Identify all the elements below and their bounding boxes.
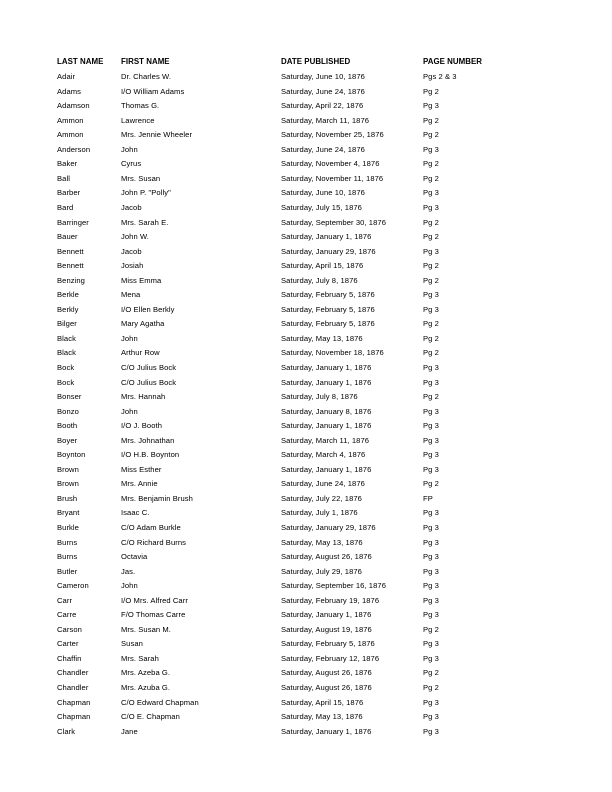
cell-date-published: Saturday, June 24, 1876 (281, 86, 365, 96)
table-row (57, 652, 557, 667)
table-row (57, 70, 557, 85)
table-row (57, 419, 557, 434)
cell-date-published: Saturday, January 1, 1876 (281, 232, 372, 242)
table-row (57, 245, 557, 260)
cell-last-name: Cameron (57, 581, 89, 591)
cell-first-name: F/O Thomas Carre (121, 610, 186, 620)
cell-date-published: Saturday, January 1, 1876 (281, 421, 372, 431)
cell-first-name: Jas. (121, 566, 136, 576)
table-row (57, 317, 557, 332)
cell-page-number: Pg 3 (423, 653, 439, 663)
cell-page-number: Pg 3 (423, 639, 439, 649)
cell-page-number: Pg 3 (423, 566, 439, 576)
table-row (57, 637, 557, 652)
cell-first-name: Mary Agatha (121, 319, 165, 329)
cell-last-name: Berkle (57, 290, 79, 300)
cell-date-published: Saturday, May 13, 1876 (281, 537, 363, 547)
table-row (57, 594, 557, 609)
column-header-page-number: PAGE NUMBER (423, 57, 483, 66)
table-row (57, 448, 557, 463)
table-row (57, 99, 557, 114)
cell-page-number: Pg 3 (423, 246, 439, 256)
cell-last-name: Chapman (57, 697, 91, 707)
cell-date-published: Saturday, September 30, 1876 (281, 217, 386, 227)
table-row (57, 623, 557, 638)
cell-page-number: FP (423, 493, 433, 503)
table-body (57, 70, 557, 739)
cell-last-name: Carter (57, 639, 79, 649)
cell-first-name: Mrs. Azuba G. (121, 683, 171, 693)
cell-last-name: Bennett (57, 246, 84, 256)
cell-page-number: Pg 3 (423, 464, 439, 474)
table-row (57, 114, 557, 129)
cell-date-published: Saturday, August 26, 1876 (281, 668, 372, 678)
cell-page-number: Pg 2 (423, 173, 439, 183)
cell-date-published: Saturday, June 24, 1876 (281, 144, 365, 154)
cell-last-name: Brown (57, 464, 79, 474)
cell-last-name: Ammon (57, 130, 84, 140)
table-row (57, 259, 557, 274)
cell-first-name: Mrs. Susan (121, 173, 161, 183)
cell-date-published: Saturday, February 19, 1876 (281, 595, 380, 605)
cell-page-number: Pg 3 (423, 523, 439, 532)
cell-first-name: Mena (121, 290, 141, 300)
cell-first-name: Jacob (121, 202, 142, 212)
table-row (57, 303, 557, 318)
cell-first-name: Jacob (121, 246, 142, 256)
newspaper-index-table (57, 55, 557, 739)
cell-last-name: Ball (57, 173, 70, 183)
cell-first-name: John P. "Polly" (121, 188, 171, 198)
cell-date-published: Saturday, January 1, 1876 (281, 726, 372, 736)
cell-page-number: Pg 3 (423, 726, 439, 736)
cell-page-number: Pg 2 (423, 348, 439, 358)
table-header-row (57, 55, 557, 70)
cell-page-number: Pg 2 (423, 217, 439, 227)
cell-last-name: Barringer (57, 217, 89, 227)
cell-last-name: Adams (57, 86, 82, 96)
table-row (57, 376, 557, 391)
cell-page-number: Pg 3 (423, 581, 439, 591)
cell-last-name: Bock (57, 377, 75, 387)
cell-page-number: Pg 2 (423, 392, 439, 402)
table-row (57, 85, 557, 100)
cell-date-published: Saturday, January 29, 1876 (281, 246, 376, 256)
cell-last-name: Carre (57, 610, 77, 620)
table-row (57, 725, 557, 740)
cell-date-published: Saturday, July 22, 1876 (281, 493, 362, 503)
cell-first-name: Mrs. Johnathan (121, 435, 175, 445)
table-row (57, 434, 557, 449)
cell-page-number: Pg 2 (423, 130, 439, 140)
cell-date-published: Saturday, January 1, 1876 (281, 362, 372, 372)
cell-last-name: Burns (57, 552, 78, 562)
cell-last-name: Black (57, 348, 76, 358)
cell-first-name: I/O Mrs. Alfred Carr (121, 595, 188, 605)
table-row (57, 521, 557, 536)
table-row (57, 492, 557, 507)
table-row (57, 361, 557, 376)
cell-last-name: Carson (57, 624, 82, 634)
cell-first-name: Lawrence (121, 115, 155, 125)
cell-first-name: Miss Emma (121, 275, 162, 285)
cell-first-name: Octavia (121, 552, 148, 562)
cell-first-name: C/O Julius Bock (121, 377, 177, 387)
table-row (57, 274, 557, 289)
cell-date-published: Saturday, April 15, 1876 (281, 697, 364, 707)
cell-first-name: I/O J. Booth (121, 421, 163, 431)
cell-date-published: Saturday, May 13, 1876 (281, 333, 363, 343)
cell-last-name: Chandler (57, 683, 89, 693)
cell-date-published: Saturday, June 24, 1876 (281, 479, 365, 489)
cell-date-published: Saturday, November 25, 1876 (281, 130, 384, 140)
cell-date-published: Saturday, March 4, 1876 (281, 450, 366, 460)
cell-first-name: John W. (121, 232, 149, 242)
cell-last-name: Benzing (57, 275, 85, 285)
cell-first-name: I/O H.B. Boynton (121, 450, 180, 460)
cell-date-published: Saturday, July 15, 1876 (281, 202, 362, 212)
cell-first-name: Miss Esther (121, 464, 162, 474)
cell-date-published: Saturday, April 15, 1876 (281, 261, 364, 271)
table-row (57, 216, 557, 231)
cell-page-number: Pg 2 (423, 683, 439, 693)
cell-date-published: Saturday, July 1, 1876 (281, 508, 358, 518)
cell-page-number: Pg 2 (423, 668, 439, 678)
cell-page-number: Pg 3 (423, 290, 439, 300)
cell-date-published: Saturday, February 5, 1876 (281, 639, 375, 649)
cell-first-name: Mrs. Azeba G. (121, 668, 171, 678)
cell-date-published: Saturday, July 8, 1876 (281, 392, 358, 402)
cell-page-number: Pg 2 (423, 479, 439, 489)
table-row (57, 288, 557, 303)
cell-first-name: Mrs. Susan M. (121, 624, 171, 634)
table-header (57, 55, 557, 70)
cell-date-published: Saturday, February 12, 1876 (281, 653, 380, 663)
cell-date-published: Saturday, November 11, 1876 (281, 173, 384, 183)
cell-page-number: Pg 3 (423, 595, 439, 605)
table-row (57, 346, 557, 361)
cell-first-name: C/O Julius Bock (121, 362, 177, 372)
cell-last-name: Clark (57, 726, 76, 736)
cell-last-name: Burns (57, 537, 78, 547)
cell-page-number: Pg 3 (423, 697, 439, 707)
cell-last-name: Bennett (57, 261, 84, 271)
cell-last-name: Chapman (57, 712, 91, 722)
table-row (57, 681, 557, 696)
cell-page-number: Pg 2 (423, 333, 439, 343)
table-row (57, 186, 557, 201)
table-row (57, 405, 557, 420)
cell-date-published: Saturday, February 5, 1876 (281, 304, 375, 314)
table-row (57, 696, 557, 711)
table-row (57, 608, 557, 623)
cell-last-name: Bryant (57, 508, 80, 518)
cell-last-name: Ammon (57, 115, 84, 125)
cell-first-name: Isaac C. (121, 508, 150, 518)
table-row (57, 157, 557, 172)
table-row (57, 666, 557, 681)
cell-first-name: Mrs. Sarah E. (121, 217, 169, 227)
table-row (57, 710, 557, 725)
cell-date-published: Saturday, July 29, 1876 (281, 566, 362, 576)
cell-page-number: Pg 3 (423, 435, 439, 445)
cell-page-number: Pg 2 (423, 319, 439, 329)
cell-last-name: Carr (57, 595, 73, 605)
cell-last-name: Bonser (57, 392, 82, 402)
cell-last-name: Bock (57, 362, 75, 372)
cell-last-name: Baker (57, 159, 78, 169)
table-row (57, 172, 557, 187)
cell-page-number: Pg 2 (423, 115, 439, 125)
cell-date-published: Saturday, April 22, 1876 (281, 101, 364, 111)
cell-page-number: Pg 2 (423, 261, 439, 271)
cell-last-name: Berkly (57, 304, 79, 314)
cell-date-published: Saturday, January 8, 1876 (281, 406, 372, 416)
cell-date-published: Saturday, March 11, 1876 (281, 435, 370, 445)
cell-page-number: Pg 3 (423, 537, 439, 547)
cell-last-name: Boyer (57, 435, 78, 445)
cell-page-number: Pg 3 (423, 101, 439, 111)
table-row (57, 332, 557, 347)
column-header-last-name: LAST NAME (57, 57, 104, 66)
cell-first-name: Mrs. Annie (121, 479, 158, 489)
cell-first-name: Dr. Charles W. (121, 72, 172, 82)
cell-page-number: Pg 3 (423, 377, 439, 387)
cell-last-name: Butler (57, 566, 78, 576)
cell-date-published: Saturday, July 8, 1876 (281, 275, 358, 285)
table-row (57, 143, 557, 158)
cell-page-number: Pg 2 (423, 275, 439, 285)
column-header-date-published: DATE PUBLISHED (281, 57, 351, 66)
cell-page-number: Pg 3 (423, 188, 439, 198)
column-header-first-name: FIRST NAME (121, 57, 170, 66)
table-row (57, 536, 557, 551)
cell-first-name: Susan (121, 639, 143, 649)
cell-last-name: Boynton (57, 450, 86, 460)
cell-first-name: Cyrus (121, 159, 142, 169)
cell-first-name: C/O Edward Chapman (121, 697, 199, 707)
cell-first-name: John (121, 581, 138, 591)
cell-date-published: Saturday, November 18, 1876 (281, 348, 384, 358)
cell-first-name: Mrs. Benjamin Brush (121, 493, 193, 503)
cell-page-number: Pg 2 (423, 232, 439, 242)
table-row (57, 390, 557, 405)
cell-page-number: Pg 3 (423, 362, 439, 372)
cell-last-name: Anderson (57, 144, 91, 154)
table-row (57, 128, 557, 143)
cell-first-name: C/O Adam Burkle (121, 523, 181, 532)
cell-first-name: John (121, 144, 138, 154)
cell-page-number: Pg 3 (423, 144, 439, 154)
cell-first-name: I/O William Adams (121, 86, 185, 96)
cell-page-number: Pg 3 (423, 202, 439, 212)
cell-last-name: Adamson (57, 101, 90, 111)
cell-page-number: Pg 3 (423, 712, 439, 722)
cell-last-name: Burkle (57, 523, 79, 532)
cell-page-number: Pg 3 (423, 552, 439, 562)
cell-date-published: Saturday, January 1, 1876 (281, 464, 372, 474)
cell-date-published: Saturday, August 26, 1876 (281, 683, 372, 693)
cell-date-published: Saturday, September 16, 1876 (281, 581, 386, 591)
cell-page-number: Pg 3 (423, 304, 439, 314)
cell-date-published: Saturday, February 5, 1876 (281, 319, 375, 329)
table-row (57, 463, 557, 478)
cell-page-number: Pg 3 (423, 508, 439, 518)
cell-last-name: Chaffin (57, 653, 82, 663)
table-row (57, 579, 557, 594)
cell-last-name: Barber (57, 188, 81, 198)
cell-last-name: Brown (57, 479, 79, 489)
cell-last-name: Black (57, 333, 76, 343)
table-row (57, 230, 557, 245)
cell-first-name: I/O Ellen Berkly (121, 304, 175, 314)
cell-page-number: Pg 3 (423, 406, 439, 416)
table-row (57, 477, 557, 492)
cell-first-name: Mrs. Hannah (121, 392, 166, 402)
cell-date-published: Saturday, February 5, 1876 (281, 290, 375, 300)
cell-date-published: Saturday, November 4, 1876 (281, 159, 380, 169)
cell-page-number: Pg 3 (423, 421, 439, 431)
cell-first-name: Mrs. Sarah (121, 653, 159, 663)
cell-last-name: Booth (57, 421, 78, 431)
cell-first-name: C/O E. Chapman (121, 712, 180, 722)
cell-date-published: Saturday, June 10, 1876 (281, 72, 365, 82)
cell-first-name: John (121, 333, 138, 343)
cell-first-name: C/O Richard Burns (121, 537, 187, 547)
cell-page-number: Pg 2 (423, 86, 439, 96)
cell-last-name: Bilger (57, 319, 77, 329)
cell-first-name: John (121, 406, 138, 416)
cell-date-published: Saturday, August 19, 1876 (281, 624, 372, 634)
cell-page-number: Pg 3 (423, 450, 439, 460)
cell-date-published: Saturday, May 13, 1876 (281, 712, 363, 722)
table-row (57, 506, 557, 521)
cell-date-published: Saturday, June 10, 1876 (281, 188, 365, 198)
cell-first-name: Thomas G. (121, 101, 160, 111)
cell-page-number: Pgs 2 & 3 (423, 72, 457, 82)
cell-page-number: Pg 2 (423, 159, 439, 169)
cell-date-published: Saturday, January 1, 1876 (281, 377, 372, 387)
cell-date-published: Saturday, March 11, 1876 (281, 115, 370, 125)
cell-date-published: Saturday, January 29, 1876 (281, 523, 376, 532)
cell-date-published: Saturday, August 26, 1876 (281, 552, 372, 562)
cell-last-name: Bauer (57, 232, 78, 242)
table-row (57, 565, 557, 580)
cell-first-name: Mrs. Jennie Wheeler (121, 130, 193, 140)
cell-first-name: Jane (121, 726, 138, 736)
cell-page-number: Pg 3 (423, 610, 439, 620)
cell-first-name: Josiah (121, 261, 144, 271)
cell-last-name: Bard (57, 202, 74, 212)
cell-last-name: Bonzo (57, 406, 79, 416)
table-row (57, 550, 557, 565)
cell-last-name: Chandler (57, 668, 89, 678)
cell-last-name: Brush (57, 493, 78, 503)
table-row (57, 201, 557, 216)
cell-first-name: Arthur Row (121, 348, 160, 358)
cell-date-published: Saturday, January 1, 1876 (281, 610, 372, 620)
cell-last-name: Adair (57, 72, 76, 82)
cell-page-number: Pg 2 (423, 624, 439, 634)
